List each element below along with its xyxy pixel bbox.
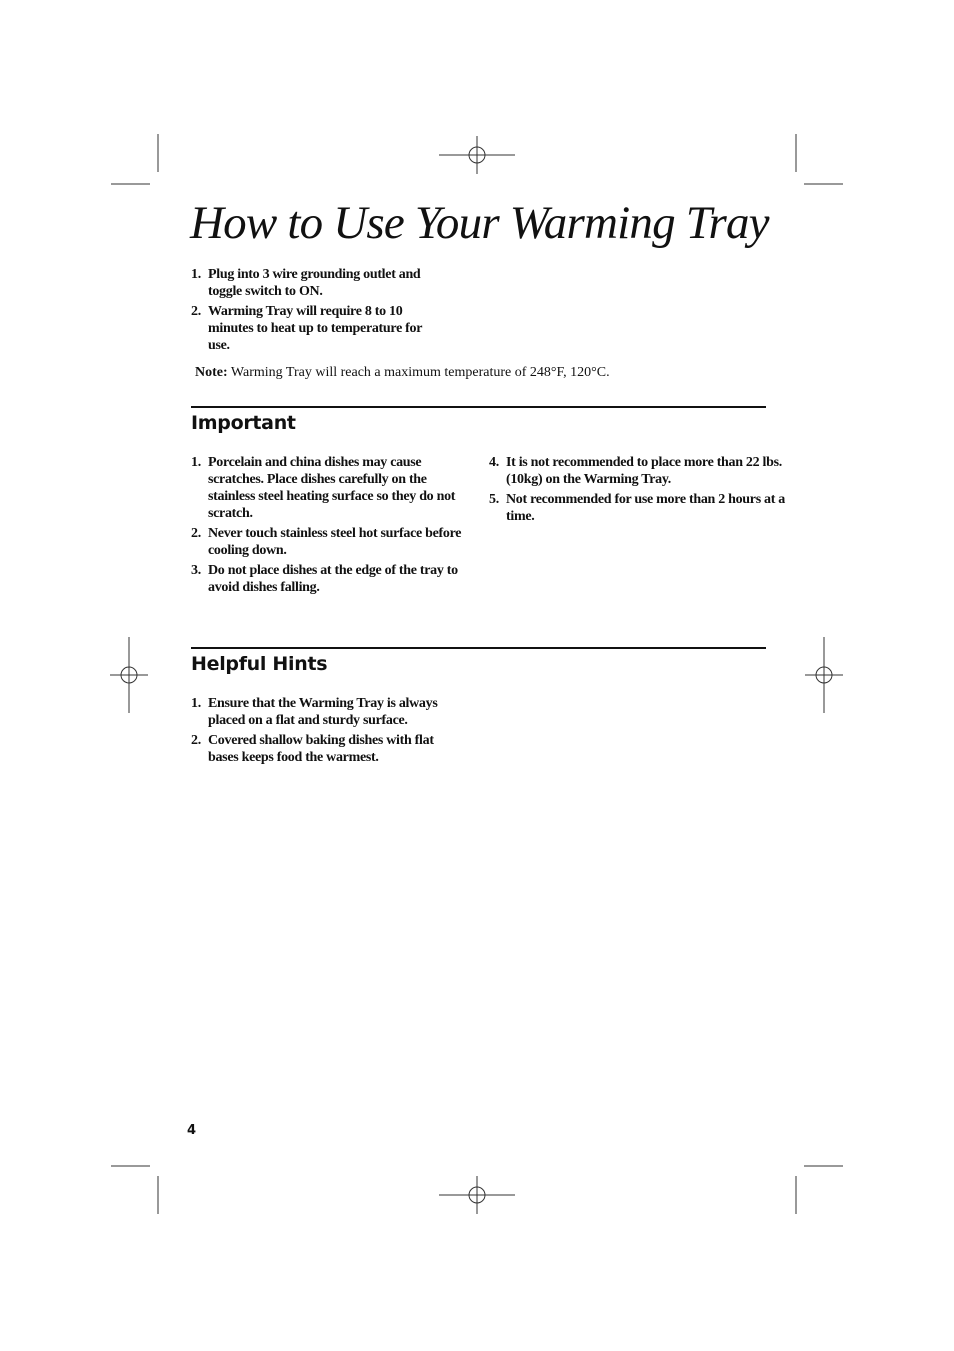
- important-heading: Important: [191, 412, 296, 434]
- important-list-right: [489, 454, 789, 528]
- usage-steps: [191, 266, 446, 357]
- list-item: 5. Not recommended for use more than 2 hours at a time.: [489, 492, 786, 524]
- page-title: How to Use Your Warming Tray: [190, 197, 769, 249]
- section-divider: [191, 647, 766, 649]
- list-item: 1. Porcelain and china dishes may cause scratches. Place dishes carefully on the stainless steel heating surface so they do not scratch.: [191, 455, 456, 521]
- temperature-note: Note: Warming Tray will reach a maximum temperature of 248°F, 120°C.: [195, 365, 610, 380]
- helpful-hints-heading: Helpful Hints: [191, 653, 328, 675]
- page-number: 4: [187, 1123, 197, 1138]
- registration-mark-left: [110, 637, 148, 713]
- list-item: 3. Do not place dishes at the edge of the tray to avoid dishes falling.: [191, 563, 458, 595]
- section-divider: [191, 406, 766, 408]
- important-list-left: [191, 454, 471, 599]
- list-item: 1. Plug into 3 wire grounding outlet and toggle switch to ON.: [191, 267, 421, 299]
- list-item: 2. Covered shallow baking dishes with flat bases keeps food the warmest.: [191, 733, 434, 765]
- list-item: 2. Never touch stainless steel hot surface before cooling down.: [191, 526, 462, 558]
- list-item: 4. It is not recommended to place more than 22 lbs. (10kg) on the Warming Tray.: [489, 455, 782, 487]
- registration-mark-top: [439, 136, 515, 174]
- registration-mark-right: [805, 637, 843, 713]
- registration-mark-bottom: [439, 1176, 515, 1214]
- list-item: 1. Ensure that the Warming Tray is always placed on a flat and sturdy surface.: [191, 696, 438, 728]
- list-item: 2. Warming Tray will require 8 to 10 minutes to heat up to temperature for use.: [191, 304, 422, 353]
- hints-list: [191, 695, 446, 769]
